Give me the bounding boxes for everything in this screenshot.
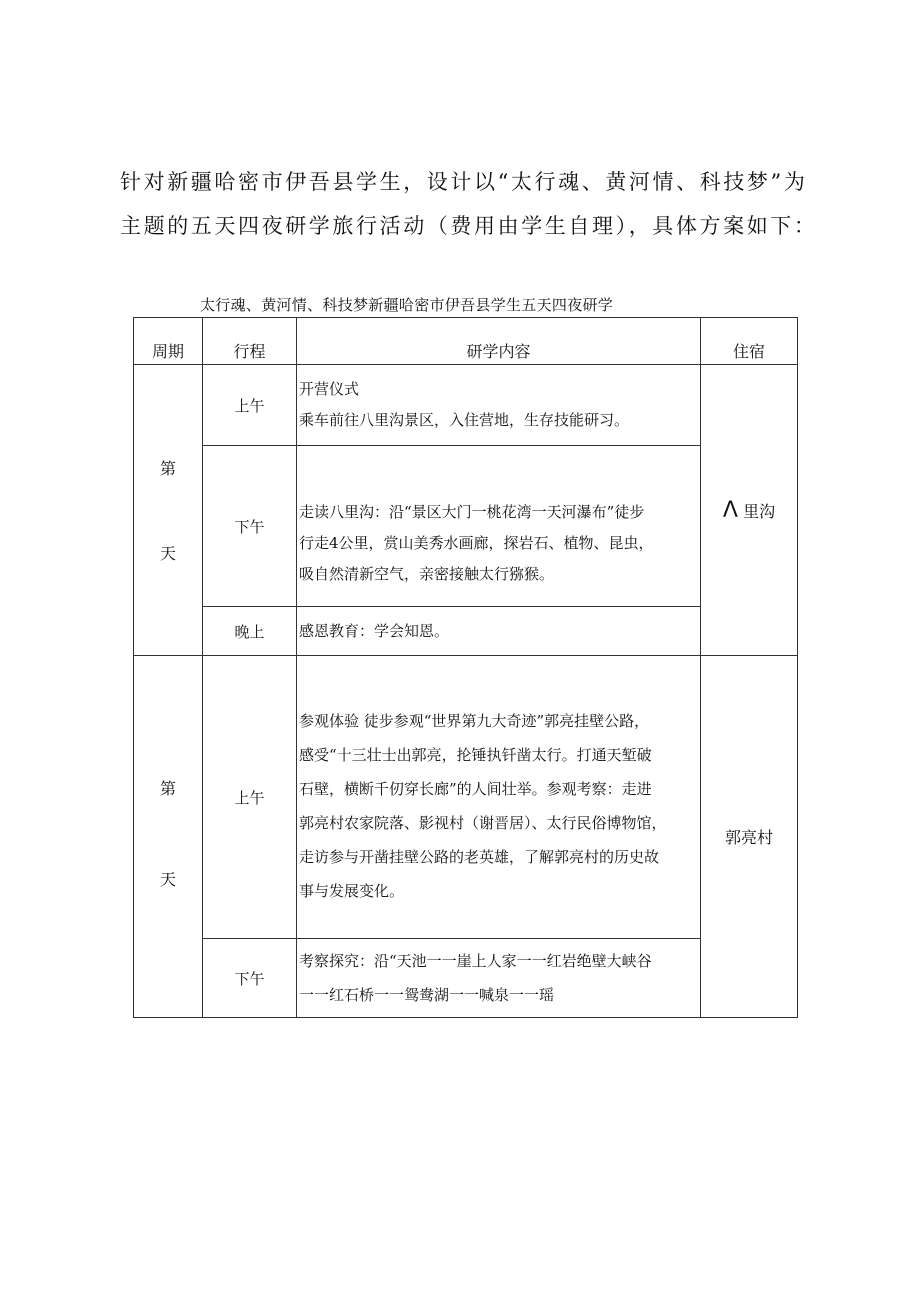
day-1-evening-content	[297, 607, 701, 656]
intro-line-2: 主题的五天四夜研学旅行活动（费用由学生自理），具体方案如下：	[120, 214, 818, 238]
content-line: 郭亮村农家院落、影视村（谢晋居）、太行民俗博物馆，	[299, 814, 667, 832]
content-line: 吸自然清新空气，亲密接触太行猕猴。	[299, 564, 555, 583]
day-2-stay-cell	[701, 656, 798, 1018]
table-row	[134, 446, 798, 607]
intro-paragraph	[120, 160, 840, 248]
day-1-cycle-top: 第	[159, 459, 176, 478]
content-line: 走读八里沟：沿“景区大门一桃花湾一天河瀑布”徒步	[299, 502, 645, 521]
content-line: 考察探究：沿“天池一一崖上人家一一红岩绝壁大峡谷	[299, 952, 652, 970]
content-line: 石壁，横断千仞穿长廊”的人间壮举。参观考察：走进	[299, 780, 652, 798]
intro-line-1: 针对新疆哈密市伊吾县学生，设计以“太行魂、黄河情、科技梦”为	[120, 170, 808, 194]
day-2-afternoon-content	[297, 939, 701, 1018]
header-stay: 住宿	[701, 318, 798, 365]
header-row	[134, 318, 798, 365]
content-line: 感受“十三壮士出郭亮，抡锤执钎凿太行。打通天堑破	[299, 746, 652, 764]
day-2-cycle-bottom: 天	[159, 870, 176, 889]
header-itinerary: 行程	[203, 318, 297, 365]
day-1-evening-time: 晚上	[203, 607, 297, 656]
day-2-morning-content	[297, 656, 701, 939]
day-2-cycle-top: 第	[159, 779, 176, 798]
day-2-stay-text: 郭亮村	[724, 828, 773, 847]
day-1-stay-cell	[701, 365, 798, 656]
day-1-morning-content	[297, 365, 701, 446]
itinerary-table	[133, 317, 798, 1018]
table-caption: 太行魂、黄河情、科技梦新疆哈密市伊吾县学生五天四夜研学	[200, 296, 614, 314]
header-cycle: 周期	[134, 318, 203, 365]
day-1-cycle-bottom: 天	[159, 544, 176, 563]
content-line: 参观体验 徒步参观“世界第九大奇迹”郭亮挂壁公路，	[299, 712, 650, 730]
header-content: 研学内容	[297, 318, 701, 365]
table-row	[134, 365, 798, 446]
table-row	[134, 939, 798, 1018]
day-1-stay-symbol: Λ	[722, 497, 738, 523]
day-1-afternoon-time: 下午	[203, 446, 297, 607]
content-line: 走访参与开凿挂壁公路的老英雄，了解郭亮村的历史故	[299, 848, 660, 866]
day-2-morning-time: 上午	[203, 656, 297, 939]
day-1-morning-time: 上午	[203, 365, 297, 446]
content-line: 事与发展变化。	[299, 882, 405, 900]
day-1-cycle-cell	[134, 365, 203, 656]
day-2-cycle-cell	[134, 656, 203, 1018]
day-2-afternoon-time: 下午	[203, 939, 297, 1018]
content-line: 开营仪式	[299, 380, 360, 398]
content-line: 乘车前往八里沟景区，入住营地，生存技能研习。	[299, 411, 630, 429]
table-row	[134, 607, 798, 656]
content-line: 一一红石桥一一鸳鸯湖一一喊泉一一瑶	[299, 986, 555, 1004]
day-1-stay-text: 里沟	[743, 501, 776, 521]
day-1-afternoon-content	[297, 446, 701, 607]
table-row	[134, 656, 798, 939]
content-line: 行走4公里，赏山美秀水画廊，探岩石、植物、昆虫，	[299, 533, 654, 552]
content-line: 感恩教育：学会知恩。	[299, 621, 450, 640]
